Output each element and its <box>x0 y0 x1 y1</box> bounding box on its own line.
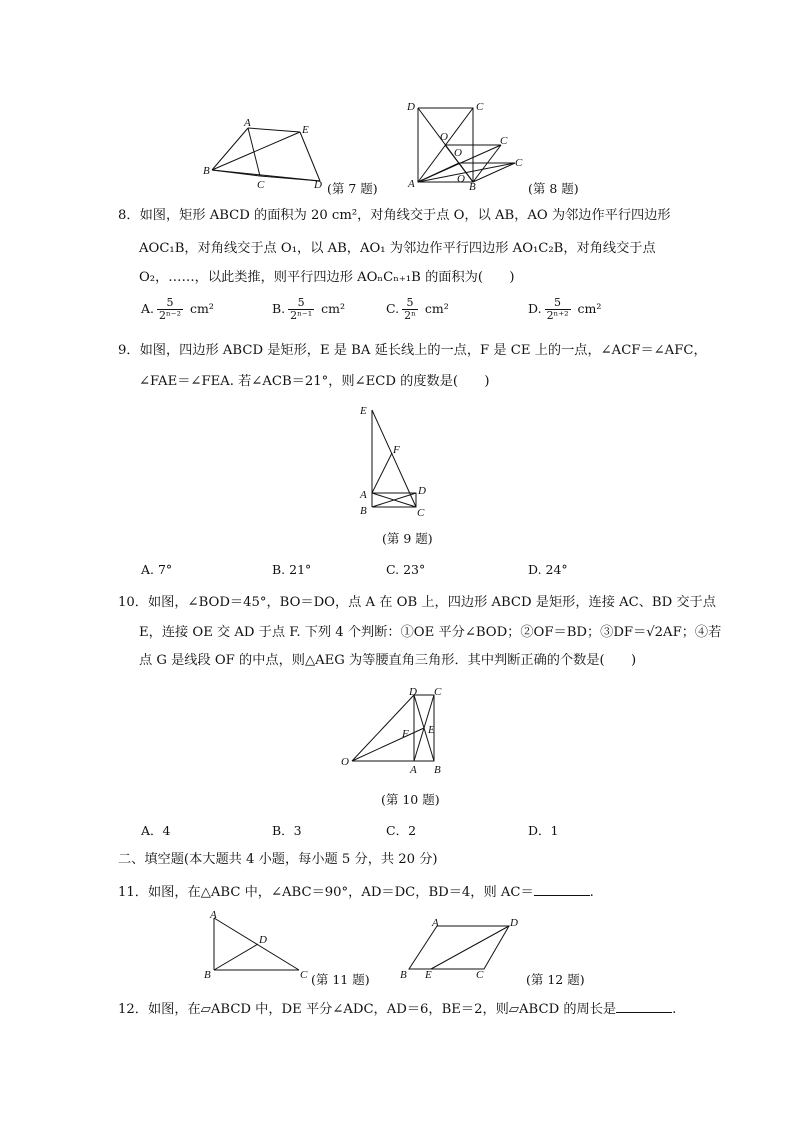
fraction-numerator: 5 <box>402 297 418 310</box>
q10-line-1: 10．如图，∠BOD＝45°，BO＝DO，点 A 在 OB 上，四边形 ABCD 是矩形，连接 AC、BD 交于点 <box>118 595 716 610</box>
fig12-label-a: A <box>432 917 439 929</box>
fraction-numerator: 5 <box>157 297 183 310</box>
fig7-label-b: B <box>203 165 210 177</box>
choice-unit: cm² <box>424 301 449 316</box>
fig11-label-b: B <box>204 969 211 980</box>
choice-letter: C. <box>386 301 400 316</box>
q12-text: 12．如图，在▱ABCD 中，DE 平分∠ADC，AD＝6，BE＝2，则▱ABCD 的周长是 <box>118 1002 617 1017</box>
q8-choice-b[interactable] <box>272 297 345 322</box>
fig8-label-d: D <box>407 101 415 113</box>
fig9-label-d: D <box>418 485 426 497</box>
figure-12 <box>396 914 526 980</box>
fraction-denominator: 2ⁿ⁻¹ <box>290 309 313 322</box>
fig9-label-c: C <box>417 507 425 519</box>
fig7-label-e: E <box>302 124 309 136</box>
choice-letter: A. <box>141 301 155 316</box>
q12-end: . <box>672 1002 677 1017</box>
fig11-caption: (第 11 题) <box>311 972 370 987</box>
q9-choice-b[interactable]: B. 21° <box>272 562 312 577</box>
figure-11 <box>202 908 314 980</box>
choice-unit: cm² <box>577 301 602 316</box>
fig11-label-a: A <box>210 909 217 921</box>
q10-line-2: E，连接 OE 交 AD 于点 F. 下列 4 个判断：①OE 平分∠BOD；②OF＝BD；③DF＝√2AF；④若 <box>139 625 722 640</box>
q10-line-3: 点 G 是线段 OF 的中点，则△AEG 为等腰直角三角形．其中判断正确的个数是( ) <box>139 653 637 668</box>
q10-choice-a[interactable]: A．4 <box>141 823 171 838</box>
fig8-label-b: B <box>469 181 476 193</box>
q10-choice-c[interactable]: C．2 <box>386 823 417 838</box>
fig8-label-o2: O <box>457 173 465 185</box>
fig8-label-c: C <box>476 101 484 113</box>
fig12-label-e: E <box>425 969 432 980</box>
fig10-label-a: A <box>410 764 417 776</box>
fig8-label-a: A <box>408 178 415 190</box>
fig8-caption: (第 8 题) <box>528 181 579 196</box>
fig10-label-d: D <box>409 686 417 698</box>
q8-line-1: 8．如图，矩形 ABCD 的面积为 20 cm²，对角线交于点 O，以 AB，AO 为邻边作平行四边形 <box>118 208 671 223</box>
fig7-label-c: C <box>257 179 265 191</box>
q9-choice-a[interactable]: A. 7° <box>141 562 173 577</box>
q10-choice-d[interactable]: D．1 <box>528 823 559 838</box>
q8-line-2: AOC₁B，对角线交于点 O₁，以 AB，AO₁ 为邻边作平行四边形 AO₁C₂B，对角线交于点 <box>139 241 656 256</box>
figure-8 <box>405 96 535 196</box>
choice-unit: cm² <box>321 301 346 316</box>
fig8-label-c1: C <box>500 135 508 147</box>
fig10-label-f: F <box>402 728 409 740</box>
choice-letter: B. <box>272 301 286 316</box>
q9-line-1: 9．如图，四边形 ABCD 是矩形，E 是 BA 延长线上的一点，F 是 CE 上的一点，∠ACF＝∠AFC， <box>118 343 707 358</box>
fig10-label-o: O <box>341 756 349 768</box>
fig7-label-d: D <box>314 179 322 191</box>
fig9-label-a: A <box>360 489 367 501</box>
q9-line-2: ∠FAE＝∠FEA. 若∠ACB＝21°，则∠ECD 的度数是( ) <box>139 374 490 389</box>
fraction-denominator: 2ⁿ <box>404 309 416 322</box>
q11-answer-blank[interactable] <box>534 883 590 896</box>
figure-9 <box>355 402 445 520</box>
choice-letter: D. <box>528 301 542 316</box>
question-12 <box>118 1000 676 1019</box>
q9-choice-c[interactable]: C. 23° <box>386 562 426 577</box>
fraction-denominator: 2ⁿ⁻² <box>159 309 181 322</box>
fig11-label-c: C <box>300 969 308 980</box>
question-11 <box>118 883 594 902</box>
fig10-label-e: E <box>428 724 435 736</box>
q10-choice-b[interactable]: B．3 <box>272 823 302 838</box>
q12-answer-blank[interactable] <box>616 1000 672 1013</box>
fig9-label-b: B <box>360 505 367 517</box>
fig12-label-c: C <box>476 969 484 980</box>
fig9-label-e: E <box>360 405 367 417</box>
q8-line-3: O₂，……，以此类推，则平行四边形 AOₙCₙ₊₁B 的面积为( ) <box>139 270 515 285</box>
fig10-label-c: C <box>434 686 442 698</box>
fraction-numerator: 5 <box>545 297 571 310</box>
fig12-caption: (第 12 题) <box>526 972 585 987</box>
fig10-label-b: B <box>434 764 441 776</box>
q8-choice-c[interactable] <box>386 297 449 322</box>
figure-10 <box>338 685 458 777</box>
q11-end: . <box>589 885 594 900</box>
fig8-label-o1: O <box>454 147 462 159</box>
fig8-label-o: O <box>440 131 448 143</box>
fig12-label-b: B <box>400 969 407 980</box>
choice-unit: cm² <box>189 301 214 316</box>
fig10-caption: (第 10 题) <box>381 792 440 807</box>
q9-choice-d[interactable]: D. 24° <box>528 562 568 577</box>
section-2-heading: 二、填空题(本大题共 4 小题，每小题 5 分，共 20 分) <box>118 852 438 867</box>
q8-choice-a[interactable] <box>141 297 214 322</box>
fig8-label-c2: C <box>515 157 523 169</box>
fig7-label-a: A <box>244 118 251 129</box>
q8-choice-d[interactable] <box>528 297 601 322</box>
fig12-label-d: D <box>510 917 518 929</box>
fig11-label-d: D <box>259 934 267 946</box>
fig9-caption: (第 9 题) <box>382 531 433 546</box>
fraction-denominator: 2ⁿ⁺² <box>546 309 569 322</box>
fig7-caption: (第 7 题) <box>327 181 378 196</box>
q11-text: 11．如图，在△ABC 中，∠ABC＝90°，AD＝DC，BD＝4，则 AC＝ <box>118 885 534 900</box>
fig9-label-f: F <box>393 444 400 456</box>
fraction-numerator: 5 <box>288 297 314 310</box>
